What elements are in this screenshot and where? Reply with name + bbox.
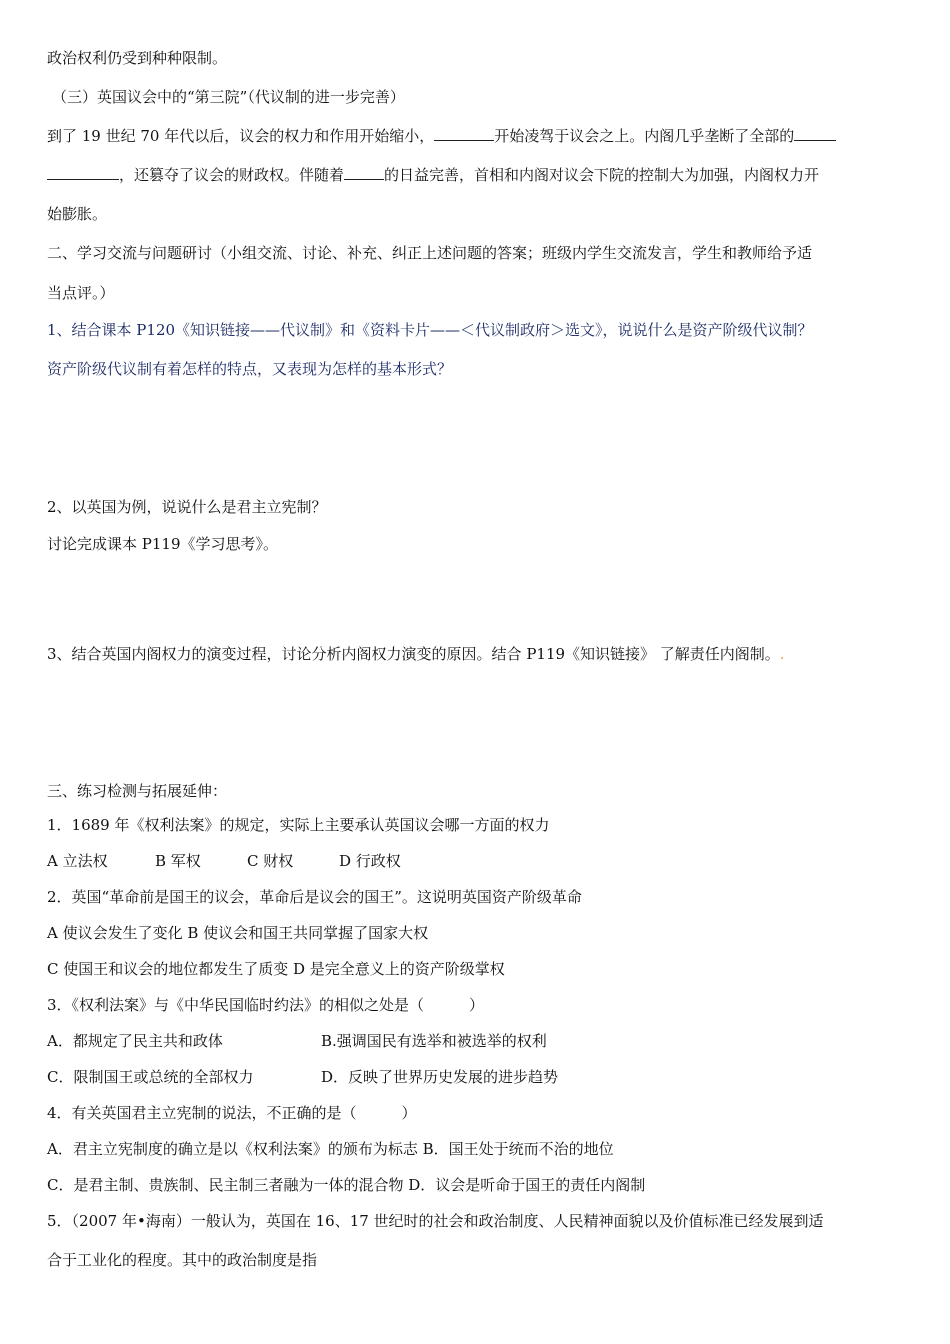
text-fragment: 的日益完善，首相和内阁对议会下院的控制大为加强，内阁权力开 bbox=[384, 166, 820, 184]
option-d[interactable]: D 行政权 bbox=[339, 852, 401, 870]
option-c[interactable]: C．限制国王或总统的全部权力 bbox=[47, 1068, 254, 1086]
text-line: 始膨胀。 bbox=[47, 205, 108, 223]
section-heading: （三）英国议会中的“第三院”（代议制的进一步完善） bbox=[52, 88, 405, 106]
section-heading: 三、练习检测与拓展延伸： bbox=[47, 782, 228, 800]
text-line: 当点评。） bbox=[47, 284, 115, 302]
question-text bbox=[47, 644, 903, 665]
question-text: 1、结合课本 P120《知识链接——代议制》和《资料卡片——＜代议制政府＞选文》，说说什么是资产阶级代议制？ bbox=[47, 321, 813, 339]
option-a[interactable]: A．都规定了民主共和政体 bbox=[47, 1032, 223, 1050]
answer-options bbox=[47, 851, 903, 871]
question-text: 合于工业化的程度。其中的政治制度是指 bbox=[47, 1251, 318, 1269]
option-b[interactable]: B.强调国民有选举和被选举的权利 bbox=[321, 1032, 547, 1050]
fill-blank[interactable] bbox=[344, 165, 384, 180]
option-d[interactable]: D．反映了世界历史发展的进步趋势 bbox=[321, 1068, 559, 1086]
answer-options[interactable]: A．君主立宪制度的确立是以《权利法案》的颁布为标志 B．国王处于统而不治的地位 bbox=[47, 1140, 614, 1158]
text-line: 政治权利仍受到种种限制。 bbox=[47, 49, 228, 67]
option-b[interactable]: B 军权 bbox=[155, 852, 201, 870]
question-text: 4．有关英国君主立宪制的说法，不正确的是（ ） bbox=[47, 1104, 417, 1122]
marker-dot: . bbox=[779, 647, 785, 663]
section-heading: 二、学习交流与问题研讨（小组交流、讨论、补充、纠正上述问题的答案；班级内学生交流发言，学生和教师给予适 bbox=[47, 244, 813, 262]
answer-options bbox=[47, 1067, 903, 1087]
answer-options bbox=[47, 1031, 903, 1051]
fill-blank[interactable] bbox=[794, 126, 836, 141]
text-fragment: ，还篡夺了议会的财政权。伴随着 bbox=[119, 166, 345, 184]
text-line bbox=[47, 126, 903, 146]
fill-blank[interactable] bbox=[47, 165, 119, 180]
text-fragment: 到了 19 世纪 70 年代以后，议会的权力和作用开始缩小， bbox=[47, 127, 435, 145]
question-text: 资产阶级代议制有着怎样的特点，又表现为怎样的基本形式？ bbox=[47, 360, 453, 378]
question-text: 2．英国“革命前是国王的议会，革命后是议会的国王”。这说明英国资产阶级革命 bbox=[47, 888, 582, 906]
answer-options[interactable]: C 使国王和议会的地位都发生了质变 D 是完全意义上的资产阶级掌权 bbox=[47, 960, 505, 978]
question-text: 1．1689 年《权利法案》的规定，实际上主要承认英国议会哪一方面的权力 bbox=[47, 816, 550, 834]
question-text: 2、以英国为例，说说什么是君主立宪制？ bbox=[47, 498, 327, 516]
question-text: 5．（2007 年•海南）一般认为，英国在 16、17 世纪时的社会和政治制度、人民精神面貌以及价值标准已经发展到适 bbox=[47, 1212, 824, 1230]
option-c[interactable]: C 财权 bbox=[247, 852, 294, 870]
question-text: 讨论完成课本 P119《学习思考》。 bbox=[47, 535, 278, 553]
text-fragment: 开始凌驾于议会之上。内阁几乎垄断了全部的 bbox=[494, 127, 795, 145]
text-fragment: 3、结合英国内阁权力的演变过程，讨论分析内阁权力演变的原因。结合 P119《知识链接》 了解责任内阁制。 bbox=[47, 645, 780, 663]
option-a[interactable]: A 立法权 bbox=[47, 852, 108, 870]
question-text: 3．《权利法案》与《中华民国临时约法》的相似之处是（ ） bbox=[47, 996, 485, 1014]
fill-blank[interactable] bbox=[434, 126, 494, 141]
answer-options[interactable]: A 使议会发生了变化 B 使议会和国王共同掌握了国家大权 bbox=[47, 924, 429, 942]
answer-options[interactable]: C．是君主制、贵族制、民主制三者融为一体的混合物 D．议会是听命于国王的责任内阁制 bbox=[47, 1176, 646, 1194]
text-line bbox=[47, 165, 903, 185]
